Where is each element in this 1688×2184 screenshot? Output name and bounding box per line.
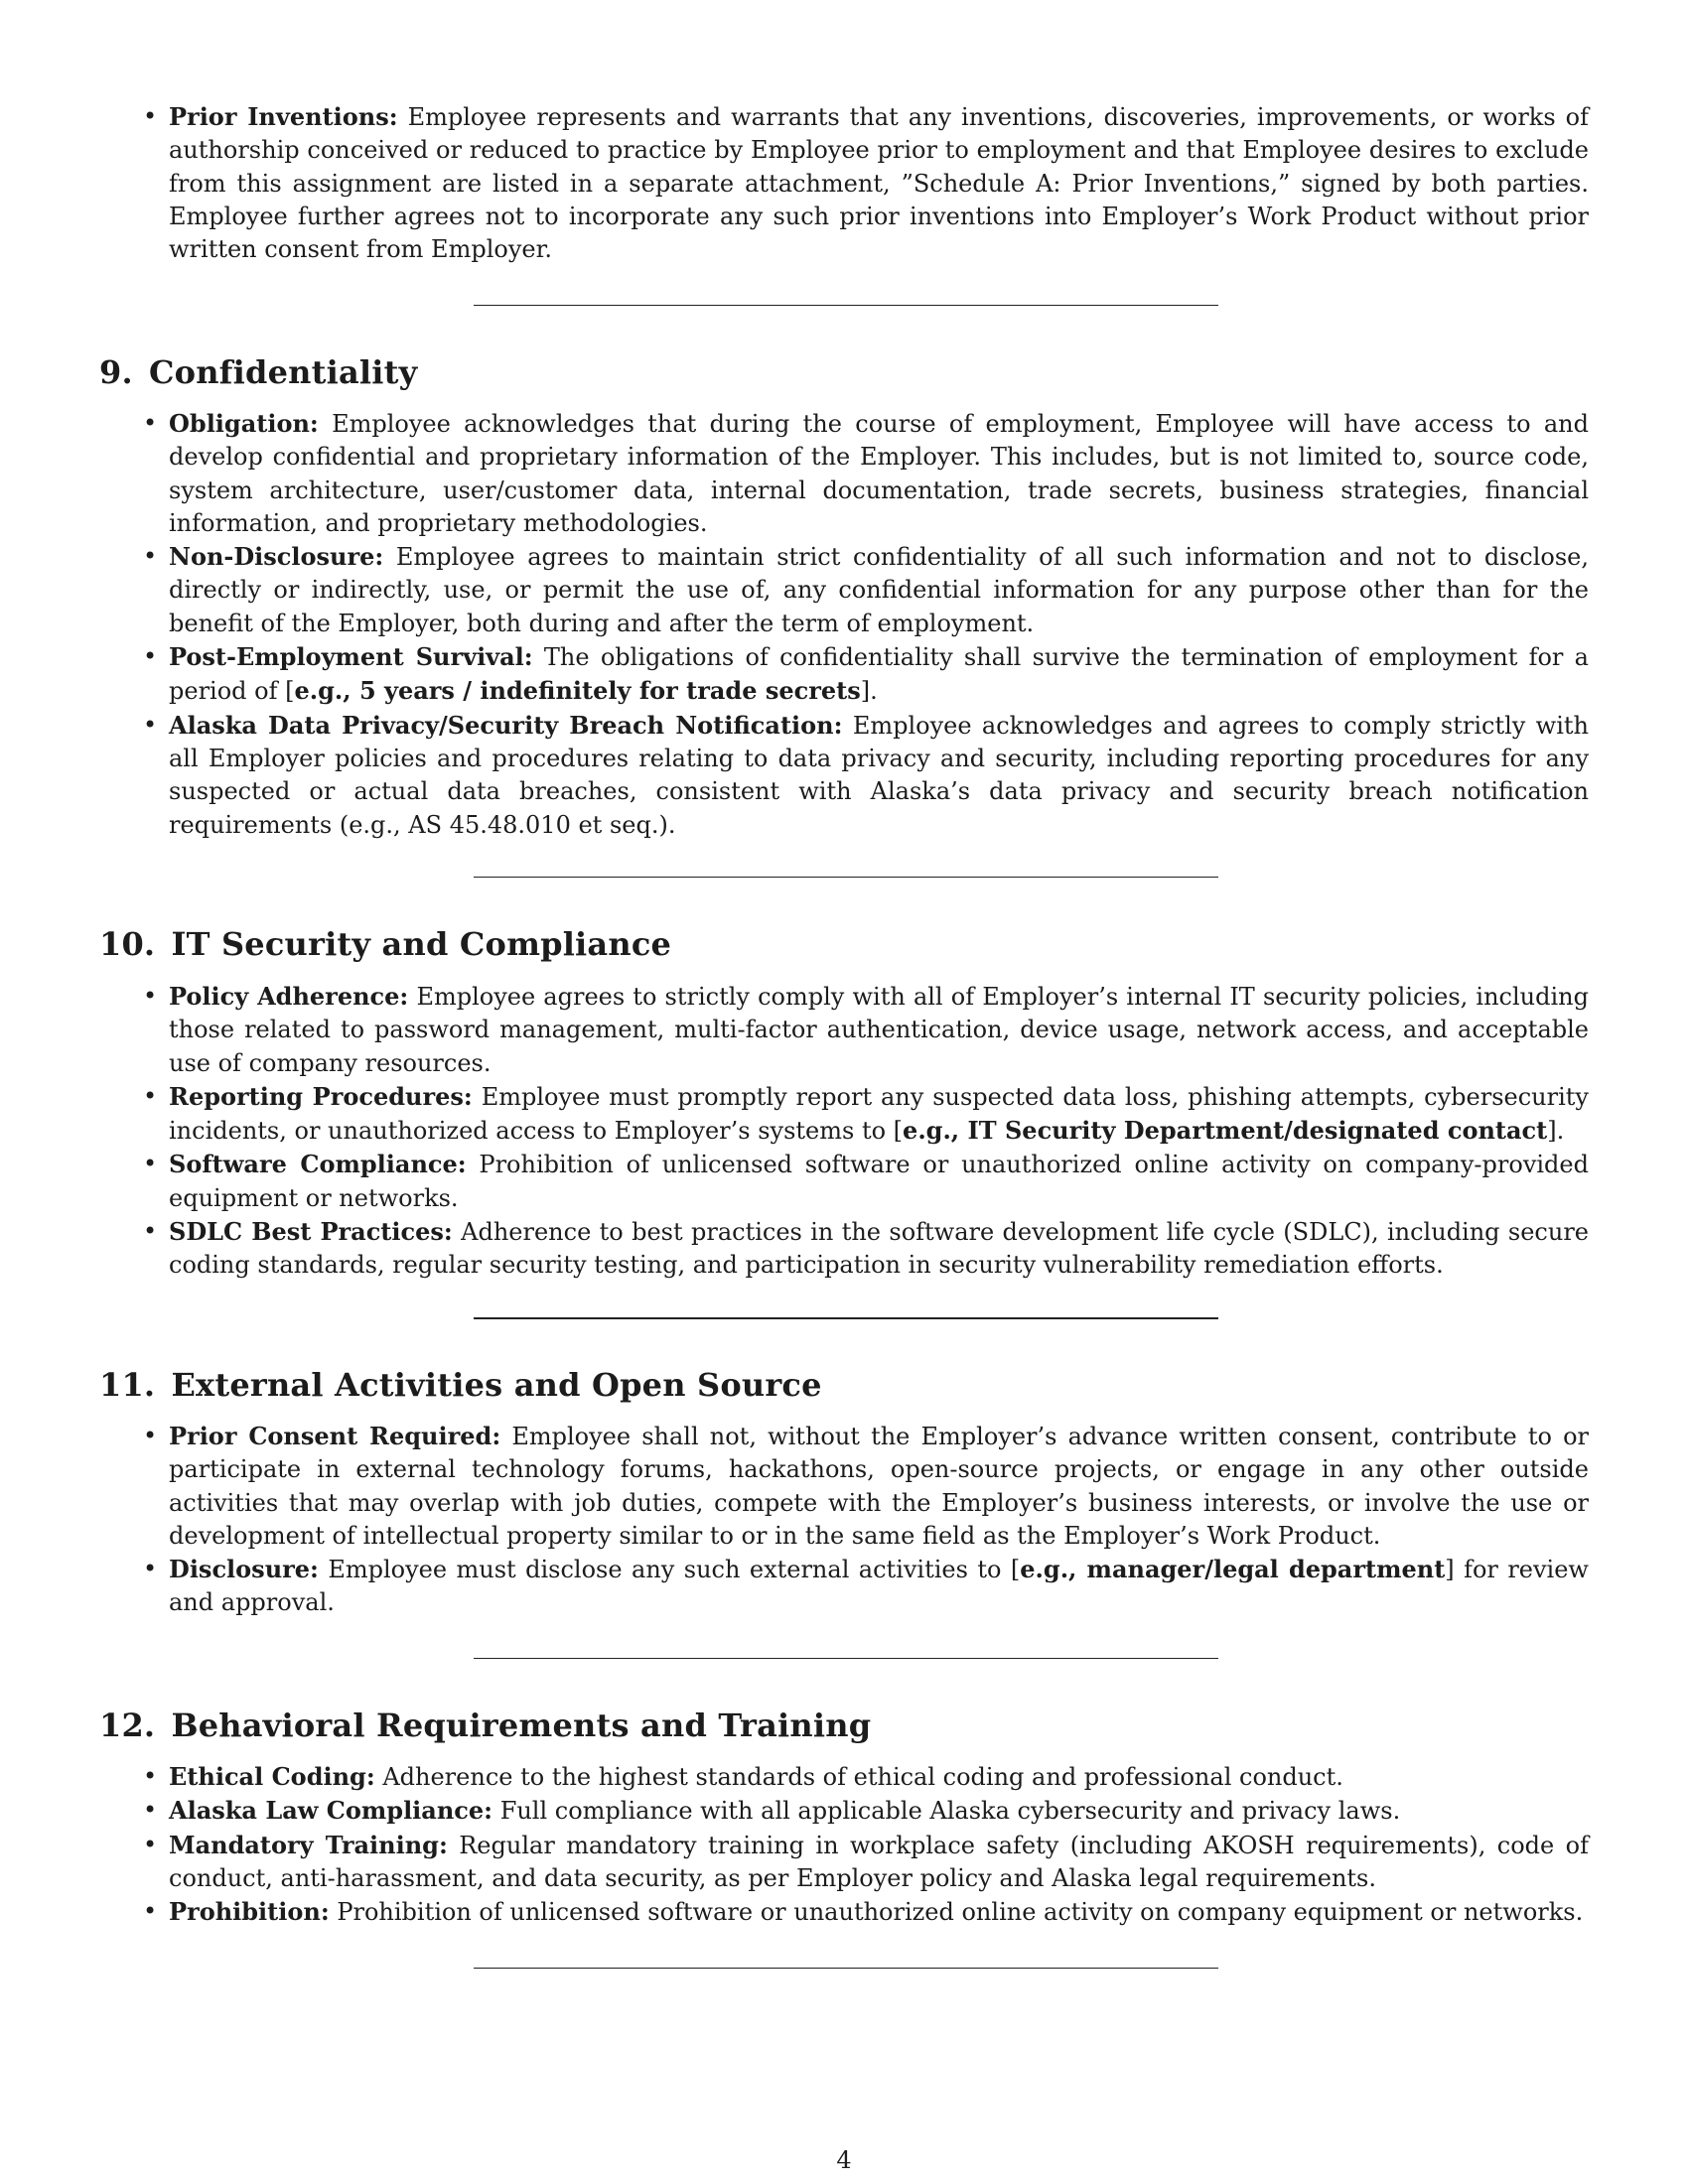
- section-divider: [474, 1317, 1218, 1319]
- item-term: Alaska Law Compliance:: [169, 1796, 493, 1826]
- item-term: Prior Inventions:: [169, 102, 398, 131]
- list-item: [137, 407, 1589, 540]
- item-term: Post-Employment Survival:: [169, 642, 533, 672]
- item-term: Obligation:: [169, 409, 319, 438]
- item-term: Prior Consent Required:: [169, 1422, 501, 1450]
- section-heading-external-activities: 11. External Activities and Open Source: [99, 1366, 822, 1404]
- behavioral-list: [137, 1760, 1589, 1929]
- item-term: SDLC Best Practices:: [169, 1217, 453, 1247]
- placeholder-text: e.g., manager/legal department: [1020, 1555, 1446, 1584]
- item-term: Alaska Data Privacy/Security Breach Notification:: [169, 710, 843, 740]
- item-text: Employee agrees to strictly comply with all of Employer’s internal IT security policies, including those related to password management, multi-factor authentication, device usage, network access, and acceptable use of company resources.: [169, 983, 1589, 1077]
- item-text: Employee must promptly report any suspected data loss, phishing attempts, cybersecurity incidents, or unauthorized access to Employer’s systems to [: [169, 1082, 1589, 1146]
- list-item: [137, 1148, 1589, 1215]
- list-item: [137, 1553, 1589, 1620]
- section-heading-behavioral: 12. Behavioral Requirements and Training: [99, 1706, 872, 1744]
- external-activities-list: [137, 1420, 1589, 1620]
- item-term: Reporting Procedures:: [169, 1081, 473, 1111]
- list-item: [137, 1794, 1589, 1828]
- item-text: ] for review and approval.: [169, 1556, 1589, 1617]
- section-divider: [474, 1968, 1218, 1969]
- list-item: [137, 100, 1589, 266]
- section-divider: [474, 877, 1218, 878]
- section-divider: [474, 305, 1218, 306]
- item-text: Employee acknowledges that during the course of employment, Employee will have access to and develop confidential and proprietary information of the Employer. This includes, but is not limited to, source code, system architecture, user/customer data, internal documentation, trade secrets, business strategies, financial information, and proprietary methodologies.: [169, 410, 1589, 537]
- placeholder-text: e.g., IT Security Department/designated contact: [903, 1116, 1548, 1146]
- page-number: 4: [836, 2146, 852, 2174]
- list-item: [137, 1829, 1589, 1896]
- item-text: Full compliance with all applicable Alaska cybersecurity and privacy laws.: [499, 1797, 1401, 1826]
- item-text: Employee must disclose any such external activities to [: [328, 1556, 1021, 1584]
- item-term: Prohibition:: [169, 1897, 330, 1927]
- item-term: Ethical Coding:: [169, 1762, 375, 1791]
- item-text: Prohibition of unlicensed software or unauthorized online activity on company-provided equipment or networks.: [169, 1151, 1589, 1212]
- list-item: [137, 540, 1589, 640]
- item-text: Employee agrees to maintain strict confidentiality of all such information and not to disclose, directly or indirectly, use, or permit the use of, any confidential information for any purpose other than for the benefit of the Employer, both during and after the term of employment.: [169, 543, 1589, 637]
- confidentiality-list: [137, 407, 1589, 842]
- item-text: Adherence to the highest standards of ethical coding and professional conduct.: [382, 1763, 1343, 1791]
- item-text: Adherence to best practices in the software development life cycle (SDLC), including secure coding standards, regular security testing, and participation in security vulnerability remediation efforts.: [169, 1218, 1590, 1280]
- list-item: [137, 1215, 1589, 1283]
- placeholder-text: e.g., 5 years / indefinitely for trade secrets: [294, 676, 861, 706]
- item-term: Policy Adherence:: [169, 982, 409, 1011]
- it-security-list: [137, 980, 1589, 1283]
- list-item: [137, 1420, 1589, 1553]
- prior-inventions-list: [137, 100, 1589, 266]
- item-text: Regular mandatory training in workplace safety (including AKOSH requirements), code of conduct, anti-harassment, and data security, as per Employer policy and Alaska legal requirements.: [169, 1831, 1589, 1892]
- section-heading-confidentiality: 9. Confidentiality: [99, 353, 418, 391]
- item-term: Disclosure:: [169, 1555, 319, 1584]
- list-item: [137, 980, 1589, 1080]
- list-item: [137, 1080, 1589, 1149]
- item-text: ].: [860, 677, 878, 706]
- item-text: The obligations of confidentiality shall survive the termination of employment for a period of [: [169, 643, 1589, 706]
- item-text: Employee shall not, without the Employer’s advance written consent, contribute to or participate in external technology forums, hackathons, open-source projects, or engage in any other outside activities that may overlap with job duties, compete with the Employer’s business interests, or involve the use or development of intellectual property similar to or in the same field as the Employer’s Work Product.: [169, 1423, 1589, 1550]
- item-term: Mandatory Training:: [169, 1830, 448, 1859]
- section-heading-it-security: 10. IT Security and Compliance: [99, 925, 672, 963]
- item-text: Employee acknowledges and agrees to comply strictly with all Employer policies and procedures relating to data privacy and security, including reporting procedures for any suspected or actual data breaches, consistent with Alaska’s data privacy and security breach notification requirements (e.g., AS 45.48.010 et seq.).: [169, 711, 1589, 839]
- item-term: Software Compliance:: [169, 1150, 467, 1179]
- list-item: [137, 1760, 1589, 1794]
- list-item: [137, 1895, 1589, 1929]
- item-term: Non-Disclosure:: [169, 542, 384, 572]
- item-text: ].: [1547, 1117, 1565, 1146]
- item-text: Prohibition of unlicensed software or unauthorized online activity on company equipment or networks.: [337, 1898, 1584, 1927]
- section-divider: [474, 1658, 1218, 1659]
- list-item: [137, 640, 1589, 709]
- item-text: Employee represents and warrants that any inventions, discoveries, improvements, or works of authorship conceived or reduced to practice by Employee prior to employment and that Employee desires to exclude from this assignment are listed in a separate attachment, ”Schedule A: Prior Inventions,” signed by both parties. Employee further agrees not to incorporate any such prior inventions into Employer’s Work Product without prior written consent from Employer.: [169, 103, 1589, 264]
- list-item: [137, 709, 1589, 842]
